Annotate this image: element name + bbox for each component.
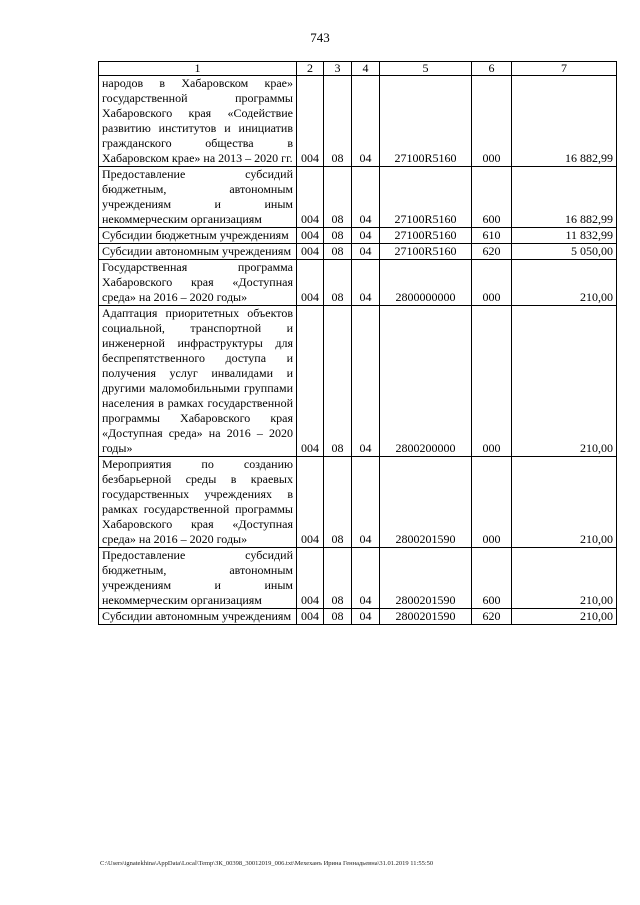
row-code-2: 004 <box>297 167 324 228</box>
row-code-6: 000 <box>472 76 512 167</box>
row-code-3: 08 <box>324 76 352 167</box>
header-col-2: 2 <box>297 62 324 76</box>
row-name: Предоставление субсидий бюджетным, автономным учреждениям и иным некоммерческим организациям <box>99 548 297 609</box>
row-code-2: 004 <box>297 548 324 609</box>
row-code-3: 08 <box>324 260 352 306</box>
row-code-4: 04 <box>352 244 380 260</box>
file-path-footer: C:\Users\ignatekhina\AppData\Local\Temp\ЗК_00398_30012019_006.txt\Мехеханъ Ирина Геннадьевна\31.01.2019 11:55:50 <box>100 860 434 867</box>
row-code-6: 600 <box>472 167 512 228</box>
row-code-4: 04 <box>352 228 380 244</box>
header-col-4: 4 <box>352 62 380 76</box>
table-row <box>99 76 617 167</box>
row-code-3: 08 <box>324 457 352 548</box>
row-code-2: 004 <box>297 228 324 244</box>
row-amount: 210,00 <box>512 609 617 625</box>
row-code-5: 2800200000 <box>380 306 472 457</box>
header-col-5: 5 <box>380 62 472 76</box>
row-code-2: 004 <box>297 306 324 457</box>
row-code-3: 08 <box>324 244 352 260</box>
row-code-4: 04 <box>352 167 380 228</box>
row-code-2: 004 <box>297 609 324 625</box>
row-name: Государственная программа Хабаровского края «Доступная среда» на 2016 – 2020 годы» <box>99 260 297 306</box>
header-col-7: 7 <box>512 62 617 76</box>
row-code-4: 04 <box>352 609 380 625</box>
row-amount: 16 882,99 <box>512 167 617 228</box>
row-code-5: 27100R5160 <box>380 167 472 228</box>
row-name: Субсидии автономным учреждениям <box>99 244 297 260</box>
header-col-1: 1 <box>99 62 297 76</box>
row-code-4: 04 <box>352 76 380 167</box>
row-code-5: 2800201590 <box>380 609 472 625</box>
table-row <box>99 548 617 609</box>
row-code-2: 004 <box>297 244 324 260</box>
row-code-3: 08 <box>324 228 352 244</box>
row-code-6: 620 <box>472 244 512 260</box>
row-code-6: 000 <box>472 306 512 457</box>
row-code-5: 27100R5160 <box>380 228 472 244</box>
table-row <box>99 228 617 244</box>
row-code-5: 2800201590 <box>380 457 472 548</box>
row-code-5: 27100R5160 <box>380 76 472 167</box>
row-amount: 16 882,99 <box>512 76 617 167</box>
row-code-3: 08 <box>324 306 352 457</box>
row-name: Адаптация приоритетных объектов социальной, транспортной и инженерной инфраструктуры для беспрепятственного доступа и получения услуг инвалидами и другими маломобильными группами населения в рамках государственной программы Хабаровского края «Доступная среда» на 2016 – 2020 годы» <box>99 306 297 457</box>
row-code-4: 04 <box>352 548 380 609</box>
table-row <box>99 244 617 260</box>
row-name: народов в Хабаровском крае» государственной программы Хабаровского края «Содействие развитию институтов и инициатив гражданского общества в Хабаровском крае» на 2013 – 2020 гг. <box>99 76 297 167</box>
row-name: Мероприятия по созданию безбарьерной среды в краевых государственных учреждениях в рамках государственной программы Хабаровского края «Доступная среда» на 2016 – 2020 годы» <box>99 457 297 548</box>
row-amount: 210,00 <box>512 260 617 306</box>
row-code-6: 610 <box>472 228 512 244</box>
row-amount: 210,00 <box>512 457 617 548</box>
table-row <box>99 167 617 228</box>
row-code-4: 04 <box>352 260 380 306</box>
row-code-5: 2800000000 <box>380 260 472 306</box>
row-amount: 11 832,99 <box>512 228 617 244</box>
row-amount: 5 050,00 <box>512 244 617 260</box>
row-code-4: 04 <box>352 457 380 548</box>
row-code-2: 004 <box>297 457 324 548</box>
table-row <box>99 609 617 625</box>
row-code-5: 2800201590 <box>380 548 472 609</box>
row-amount: 210,00 <box>512 548 617 609</box>
row-code-3: 08 <box>324 167 352 228</box>
row-code-3: 08 <box>324 609 352 625</box>
row-code-2: 004 <box>297 260 324 306</box>
row-name: Предоставление субсидий бюджетным, автономным учреждениям и иным некоммерческим организациям <box>99 167 297 228</box>
row-code-6: 600 <box>472 548 512 609</box>
row-code-6: 000 <box>472 457 512 548</box>
row-code-3: 08 <box>324 548 352 609</box>
row-name: Субсидии автономным учреждениям <box>99 609 297 625</box>
header-col-6: 6 <box>472 62 512 76</box>
table-header-row <box>99 62 617 76</box>
table-row <box>99 457 617 548</box>
table-row <box>99 306 617 457</box>
row-name: Субсидии бюджетным учреждениям <box>99 228 297 244</box>
header-col-3: 3 <box>324 62 352 76</box>
row-code-6: 000 <box>472 260 512 306</box>
row-code-6: 620 <box>472 609 512 625</box>
row-amount: 210,00 <box>512 306 617 457</box>
row-code-2: 004 <box>297 76 324 167</box>
row-code-5: 27100R5160 <box>380 244 472 260</box>
row-code-4: 04 <box>352 306 380 457</box>
budget-table <box>98 61 617 625</box>
page-number: 743 <box>310 30 330 45</box>
table-row <box>99 260 617 306</box>
